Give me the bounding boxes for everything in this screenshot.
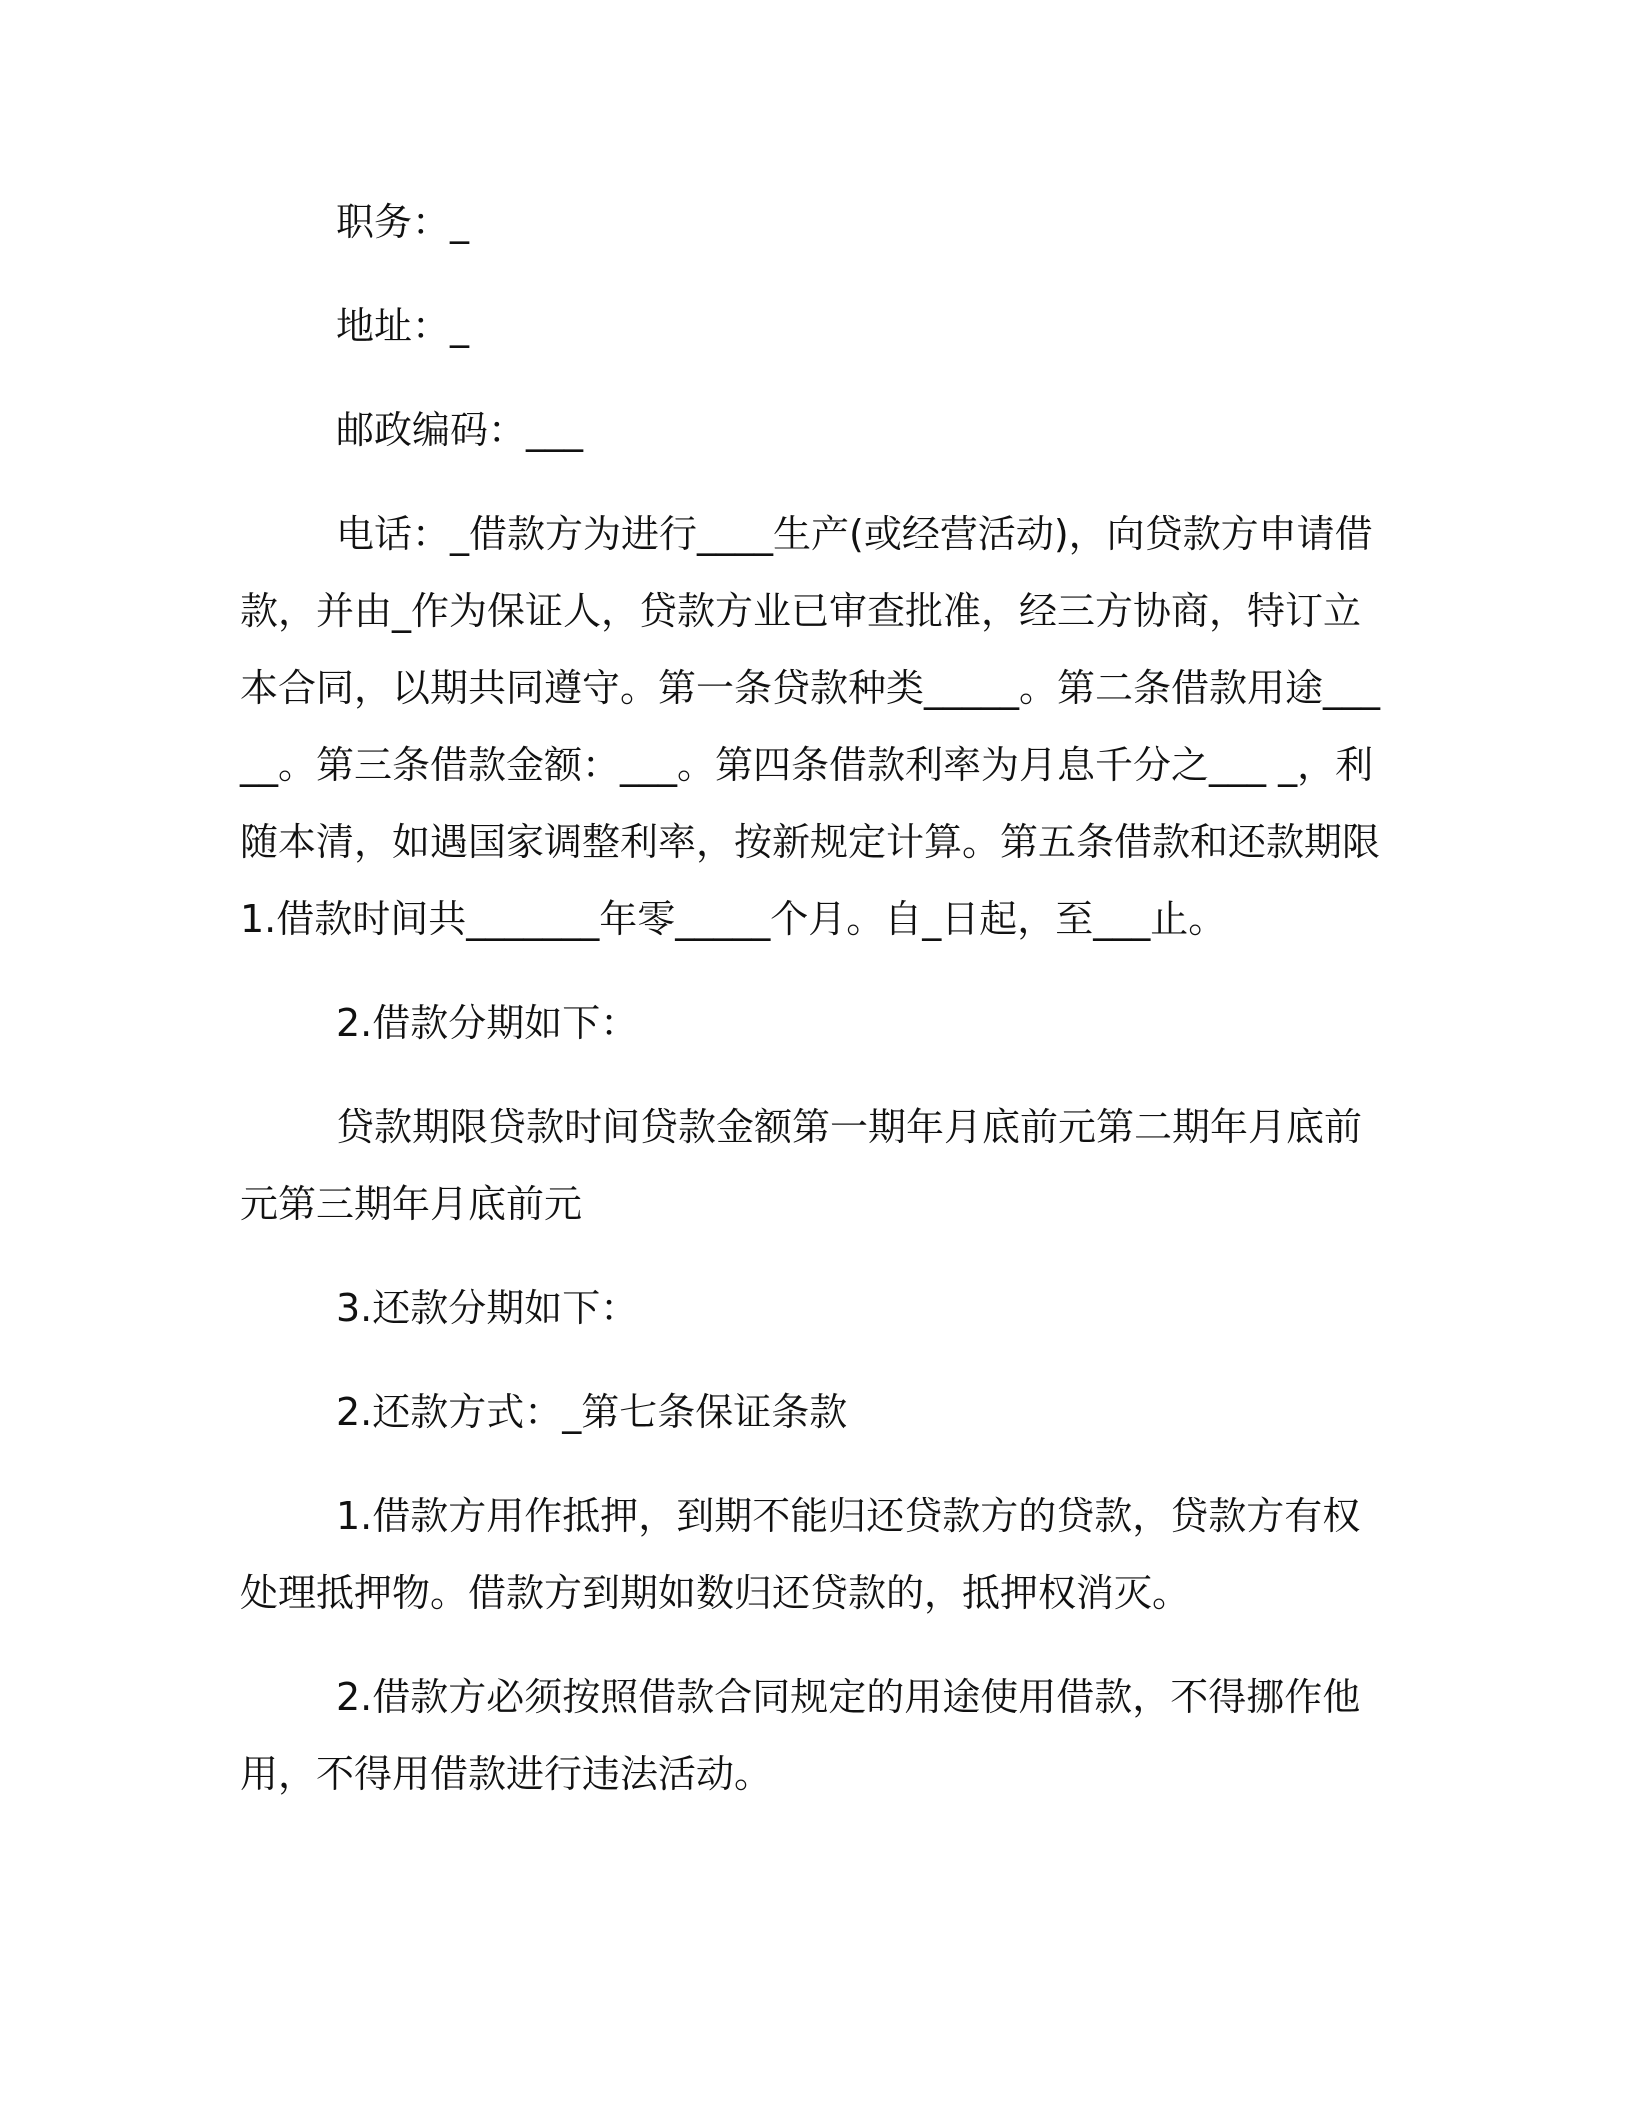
loan-installments-heading: 2.借款分期如下： <box>336 1001 639 1045</box>
loan-usage-clause-paragraph: 2.借款方必须按照借款合同规定的用途使用借款，不得挪作他用，不得用借款进行违法活动。 <box>240 1675 1361 1796</box>
repayment-method-paragraph: 2.还款方式：_第七条保证条款 <box>336 1390 848 1434</box>
postal-code-field: 邮政编码：___ <box>336 408 584 452</box>
position-field: 职务：_ <box>336 200 470 244</box>
mortgage-clause-paragraph: 1.借款方用作抵押，到期不能归还贷款方的贷款，贷款方有权处理抵押物。借款方到期如数归还贷款的，抵押权消灭。 <box>240 1494 1361 1615</box>
document-body <box>240 184 1390 1813</box>
repayment-installments-heading: 3.还款分期如下： <box>336 1286 639 1330</box>
loan-installments-paragraph: 贷款期限贷款时间贷款金额第一期年月底前元第二期年月底前元第三期年月底前元 <box>240 1105 1363 1226</box>
contract-preamble-paragraph: 电话：_借款方为进行____生产(或经营活动)，向贷款方申请借款，并由_作为保证人，贷款方业已审查批准，经三方协商，特订立本合同，以期共同遵守。第一条贷款种类_____。第二条借款用途_____。第三条借款金额：___。第四条借款利率为月息千分之___ _，利随本清，如遇国家调整利率，按新规定计算。第五条借款和还款期限 1.借款时间共_______年零_____个月。自_日起，至___止。 <box>240 512 1381 941</box>
address-field: 地址：_ <box>336 304 470 348</box>
